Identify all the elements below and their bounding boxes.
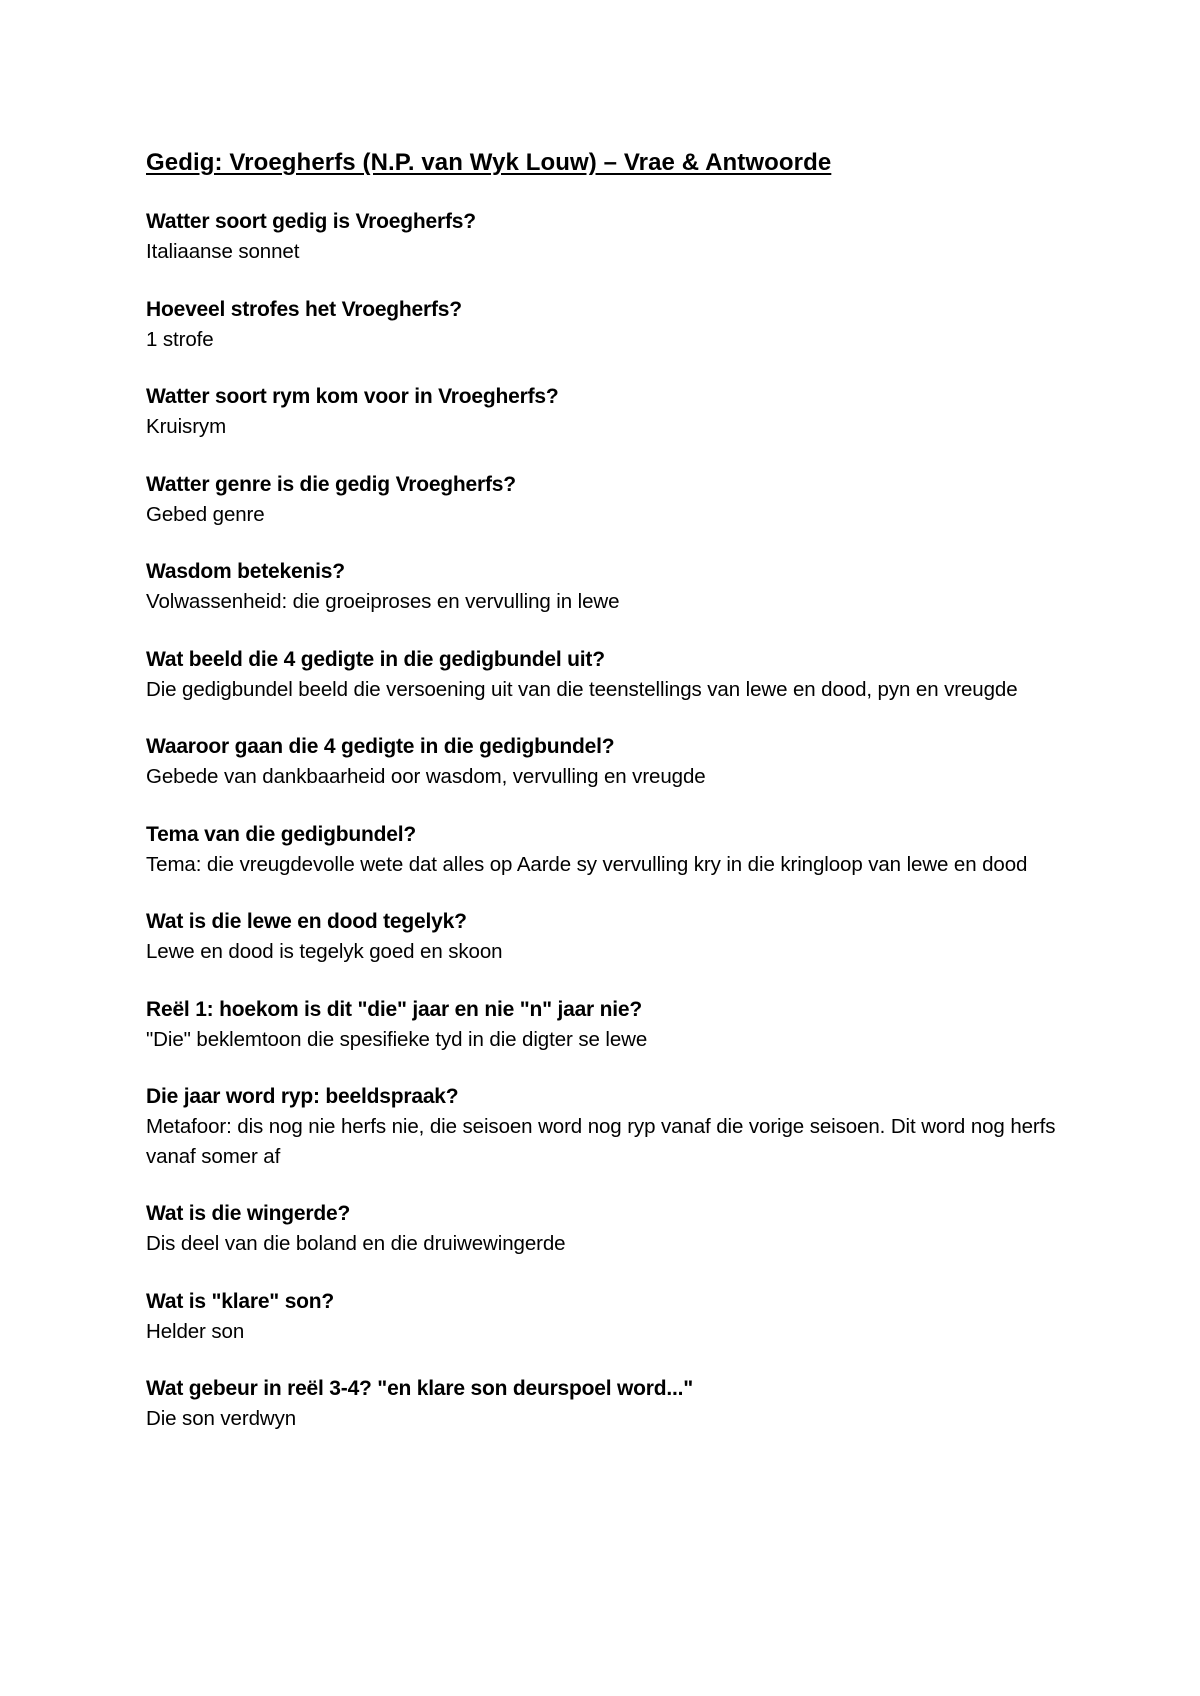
qa-item bbox=[146, 295, 1066, 355]
question-text: Watter soort rym kom voor in Vroegherfs? bbox=[146, 385, 559, 408]
question-text: Wat is die wingerde? bbox=[146, 1202, 351, 1225]
question-text: Wat gebeur in reël 3-4? "en klare son deurspoel word..." bbox=[146, 1377, 694, 1400]
document-title: Gedig: Vroegherfs (N.P. van Wyk Louw) – Vrae & Antwoorde bbox=[146, 149, 832, 176]
question-text: Die jaar word ryp: beeldspraak? bbox=[146, 1085, 459, 1108]
qa-item bbox=[146, 732, 1066, 792]
qa-item bbox=[146, 207, 1066, 267]
answer-text: Dis deel van die boland en die druiwewingerde bbox=[146, 1232, 566, 1255]
qa-item bbox=[146, 382, 1066, 442]
question-text: Waaroor gaan die 4 gedigte in die gedigbundel? bbox=[146, 735, 615, 758]
qa-list bbox=[146, 207, 1066, 1434]
answer-text: Helder son bbox=[146, 1319, 245, 1343]
answer-text: "Die" beklemtoon die spesifieke tyd in die digter se lewe bbox=[146, 1027, 648, 1051]
answer-text: 1 strofe bbox=[146, 327, 214, 351]
qa-item bbox=[146, 645, 1066, 705]
question-text: Hoeveel strofes het Vroegherfs? bbox=[146, 297, 462, 321]
qa-item bbox=[146, 995, 1066, 1055]
question-text: Tema van die gedigbundel? bbox=[146, 822, 416, 846]
question-text: Watter genre is die gedig Vroegherfs? bbox=[146, 472, 516, 496]
qa-item bbox=[146, 557, 1066, 617]
answer-text: Kruisrym bbox=[146, 415, 227, 438]
qa-item bbox=[146, 820, 1066, 880]
answer-text: Italiaanse sonnet bbox=[146, 240, 300, 263]
answer-text: Die son verdwyn bbox=[146, 1407, 297, 1430]
answer-text: Volwassenheid: die groeiproses en vervulling in lewe bbox=[146, 590, 620, 613]
answer-text: Die gedigbundel beeld die versoening uit van die teenstellings van lewe en dood, pyn en vreugde bbox=[146, 677, 1018, 701]
qa-item bbox=[146, 907, 1066, 967]
qa-item bbox=[146, 1287, 1066, 1347]
answer-text: Gebede van dankbaarheid oor wasdom, vervulling en vreugde bbox=[146, 765, 706, 788]
question-text: Wat beeld die 4 gedigte in die gedigbundel uit? bbox=[146, 647, 605, 671]
answer-text: Lewe en dood is tegelyk goed en skoon bbox=[146, 940, 503, 963]
question-text: Reël 1: hoekom is dit "die" jaar en nie "n" jaar nie? bbox=[146, 997, 643, 1021]
question-text: Wat is "klare" son? bbox=[146, 1289, 335, 1313]
answer-text: Gebed genre bbox=[146, 502, 265, 526]
question-text: Watter soort gedig is Vroegherfs? bbox=[146, 210, 476, 233]
question-text: Wat is die lewe en dood tegelyk? bbox=[146, 910, 467, 933]
question-text: Wasdom betekenis? bbox=[146, 560, 345, 583]
answer-text: Tema: die vreugdevolle wete dat alles op Aarde sy vervulling kry in die kringloop van lewe en dood bbox=[146, 852, 1028, 876]
document-page bbox=[146, 146, 1066, 1462]
qa-item bbox=[146, 1082, 1066, 1171]
answer-text: Metafoor: dis nog nie herfs nie, die seisoen word nog ryp vanaf die vorige seisoen. Dit word nog herfs vanaf somer af bbox=[146, 1115, 1056, 1168]
qa-item bbox=[146, 1374, 1066, 1434]
qa-item bbox=[146, 1199, 1066, 1259]
qa-item bbox=[146, 470, 1066, 530]
